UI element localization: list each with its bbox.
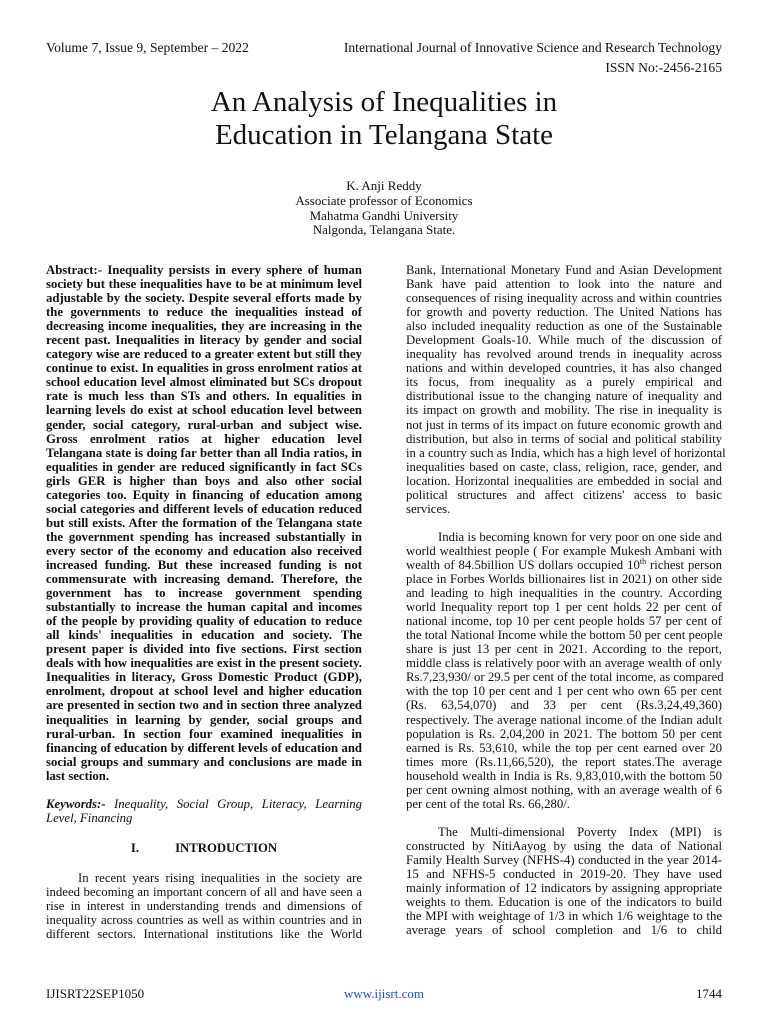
text-line: for growth and poverty reduction. The United Nations has <box>406 305 722 320</box>
text-line: population is Rs. 2,04,200 in 2021. The bottom 50 per cent <box>406 726 722 741</box>
paragraph <box>406 572 722 797</box>
text-line: middle class is relatively poor with an average wealth of only <box>406 656 722 671</box>
text-line: times more (Rs.11,66,520), the report states.The average <box>406 754 722 769</box>
text-line: In recent years rising inequalities in the society are <box>78 871 362 886</box>
paragraph <box>406 263 726 502</box>
text-line: social categories and different levels of education reduced <box>46 501 362 516</box>
author-location: Nalgonda, Telangana State. <box>312 222 456 238</box>
text-line: average years of school completion and 1/6 to child <box>406 923 722 938</box>
text-line: are presented in section two and in section three analyzed <box>46 698 362 713</box>
text-line: earned is Rs. 53,610, while the top per cent earned over 20 <box>406 740 722 755</box>
text-line: enrolment, dropout at school level and higher education <box>46 684 362 699</box>
text-line: Bank have paid attention to look into the nature and <box>406 277 722 292</box>
text-line: location. Horizontal inequalities are embedded in social and <box>406 473 722 488</box>
paper-title <box>0 86 768 152</box>
text-line: Inequalities in literacy, Gross Domestic Product (GDP), <box>46 670 362 685</box>
paragraph <box>406 825 722 937</box>
text-line: decreasing income inequalities, they are increasing in the <box>46 319 362 334</box>
text-line: all kinds' inequalities in education and society. The <box>46 628 362 643</box>
text-line: (Rs. 63,54,070) and 33 per cent (Rs.3,24,49,360) <box>406 698 722 713</box>
section-number: I. <box>130 840 140 855</box>
text-line: and leading to high inequalities in the country. According <box>406 586 722 601</box>
paragraph-first-line: India is becoming known for very poor on one side and <box>438 529 722 544</box>
text-line: share is just 13 per cent in 2021. According to the report, <box>406 642 722 657</box>
text-line: its impact on growth and mobility. The rise in inequality is <box>406 403 722 418</box>
paper-code: IJISRT22SEP1050 <box>46 986 145 1001</box>
paragraph-last-line: per cent of the total Rs. 66,280/. <box>406 796 570 811</box>
text-line: Abstract:- Inequality persists in every sphere of human <box>46 263 362 277</box>
section-heading <box>46 841 362 855</box>
text-line: weights to them. Education is one of the indicators to build <box>406 895 722 910</box>
text-line: rate is much less than STs and others. In equalities in <box>46 389 362 404</box>
text-line: world Inequality report top 1 per cent holds 22 per cent of <box>406 600 722 615</box>
text-line: The Multi-dimensional Poverty Index (MPI) is <box>438 824 722 839</box>
paragraph-line <box>406 558 722 572</box>
text-fragment: richest person <box>646 557 723 572</box>
text-line: its focus, from inequality as a purely empirical and <box>406 375 722 390</box>
text-line: financing of education by different levels of education and <box>46 740 362 755</box>
keywords-line <box>46 797 362 811</box>
text-line: society but these inequalities have to be at minimum level <box>46 277 362 292</box>
text-line: respectively. The average national income of the Indian adult <box>406 712 722 727</box>
text-line: increased funding. But these increased funding is not <box>46 557 362 572</box>
text-line: government has to increase government spending <box>46 586 362 601</box>
author-university: Mahatma Gandhi University <box>309 207 459 223</box>
text-line: indeed becoming an important concern of all and have seen a <box>46 885 362 900</box>
text-line: school education level almost eliminated but SCs dropout <box>46 375 362 390</box>
text-line: Gross enrolment ratios at higher education level <box>46 431 362 446</box>
text-line: with the top 10 per cent and 1 per cent who own 65 per cent <box>406 684 722 699</box>
text-line: per cent owning almost nothing, with an average wealth of 6 <box>406 782 722 797</box>
text-line: 15 and NFHS-5 conducted in 2019-20. They have used <box>406 867 722 882</box>
author-block <box>0 179 768 238</box>
text-line: learning levels do exist at school education level between <box>46 403 362 418</box>
text-line: adjustable by the society. Despite several efforts made by <box>46 291 362 306</box>
keywords-text: Inequality, Social Group, Literacy, Learning <box>114 796 363 811</box>
text-line: constructed by NitiAayog by using the data of National <box>406 838 722 853</box>
text-line: the government spending has increased substantially in <box>46 529 362 544</box>
right-column <box>406 263 726 938</box>
text-line: categories too. Equity in financing of education among <box>46 487 362 502</box>
text-line: distributional issue to the changing nature of inequality and <box>406 389 722 404</box>
ordinal-suffix: th <box>639 556 647 566</box>
text-line: consequences of rising inequality across and within countries <box>406 291 722 306</box>
author-name: K. Anji Reddy <box>346 178 422 193</box>
section-title: INTRODUCTION <box>175 840 278 855</box>
title-line: An Analysis of Inequalities in <box>210 86 558 118</box>
text-line: Family Health Survey (NFHS-4) conducted in the year 2014- <box>406 852 722 867</box>
text-line: deals with how inequalities are exist in the present society. <box>46 656 362 671</box>
title-line: Education in Telangana State <box>214 119 554 151</box>
introduction-paragraph <box>46 871 362 941</box>
text-line: continue to exist. In equalities in gross enrolment ratios at <box>46 361 362 376</box>
text-line: of the people by providing quality of education to reduce <box>46 614 362 629</box>
text-line: the governments to reduce the inequalities instead of <box>46 305 362 320</box>
text-line: distribution, but also in terms of social and political stability <box>406 431 722 446</box>
text-line: the MPI with weightage of 1/3 in which 1/6 weightage to the <box>406 909 722 924</box>
text-line: present paper is divided into five sections. First section <box>46 642 362 657</box>
text-line: equalities in gender are reduced significantly in fact SCs <box>46 459 362 474</box>
author-position: Associate professor of Economics <box>295 192 473 208</box>
text-line: gender, social category, rural-urban and subject wise. <box>46 417 362 432</box>
text-line: girls GER is higher than boys and also other social <box>46 473 362 488</box>
text-fragment: wealth of 84.5billion US dollars occupied 10 <box>406 557 640 572</box>
text-line: rural-urban. In section four examined inequalities in <box>46 726 362 741</box>
text-line: Bank, International Monetary Fund and Asian Development <box>406 263 722 277</box>
keywords-label: Keywords:- <box>46 796 106 811</box>
page-number: 1744 <box>696 986 722 1001</box>
text-line: every sector of the economy and education also received <box>46 543 362 558</box>
text-line: also included inequality reduction as one of the Sustainable <box>406 319 722 334</box>
text-line: inequality has revolved around trends in inequality across <box>406 347 722 362</box>
text-line: substantially to increase the human capital and incomes <box>46 600 362 615</box>
text-line: not just in terms of its impact on future economic growth and <box>406 417 722 432</box>
text-line: national income, top 10 per cent people holds 57 per cent of <box>406 614 722 629</box>
text-line: household wealth in India is Rs. 9,83,010,with the bottom 50 <box>406 768 722 783</box>
website-link[interactable]: www.ijisrt.com <box>343 986 425 1001</box>
left-column <box>46 263 362 941</box>
text-line: but still exists. After the formation of the Telangana state <box>46 515 362 530</box>
text-line: recent past. Inequalities in literacy by gender and social <box>46 333 362 348</box>
text-line: mainly information of 12 indicators by assigning appropriate <box>406 881 722 896</box>
text-line: Telangana state is doing far better than all India ratios, in <box>46 445 362 460</box>
text-line: Rs.7,23,930/ or 29.5 per cent of the total income, as compared <box>406 670 724 685</box>
text-line: political structures and affect citizens' access to basic <box>406 487 722 502</box>
keywords-text-cont: Level, Financing <box>46 810 133 825</box>
text-line: social groups and summary and conclusions are made in <box>46 754 362 769</box>
text-line: inequalities based on caste, class, religion, race, gender, and <box>406 459 722 474</box>
issn: ISSN No:-2456-2165 <box>605 60 722 75</box>
text-line: inequality across countries as well as within countries and in <box>46 913 362 928</box>
text-line: inequalities in learning by gender, social groups and <box>46 712 362 727</box>
text-line: the total National Income while the bottom 50 per cent people <box>406 628 723 643</box>
text-line: Development Goals-10. While much of the discussion of <box>406 333 722 348</box>
paragraph-last-line: services. <box>406 501 451 516</box>
text-line: category wise are reduced to a greater extent but still they <box>46 347 362 362</box>
paragraph-line: world wealthiest people ( For example Mukesh Ambani with <box>406 543 722 558</box>
volume-issue: Volume 7, Issue 9, September – 2022 <box>46 40 249 55</box>
text-line: different sectors. International institutions like the World <box>46 927 362 942</box>
text-line: nations and within developed countries, it has also changed <box>406 361 722 376</box>
journal-name: International Journal of Innovative Science and Research Technology <box>343 40 722 55</box>
text-line: place in Forbes Worlds billionaires list in 2021) on other side <box>406 572 722 587</box>
abstract-last-line: last section. <box>46 768 110 783</box>
text-line: commensurate with increasing demand. Therefore, the <box>46 572 362 587</box>
text-line: rise in interest in understanding trends and dimensions of <box>46 899 362 914</box>
text-line: in a country such as India, which has a high level of horizontal <box>406 445 726 460</box>
abstract <box>46 263 362 769</box>
